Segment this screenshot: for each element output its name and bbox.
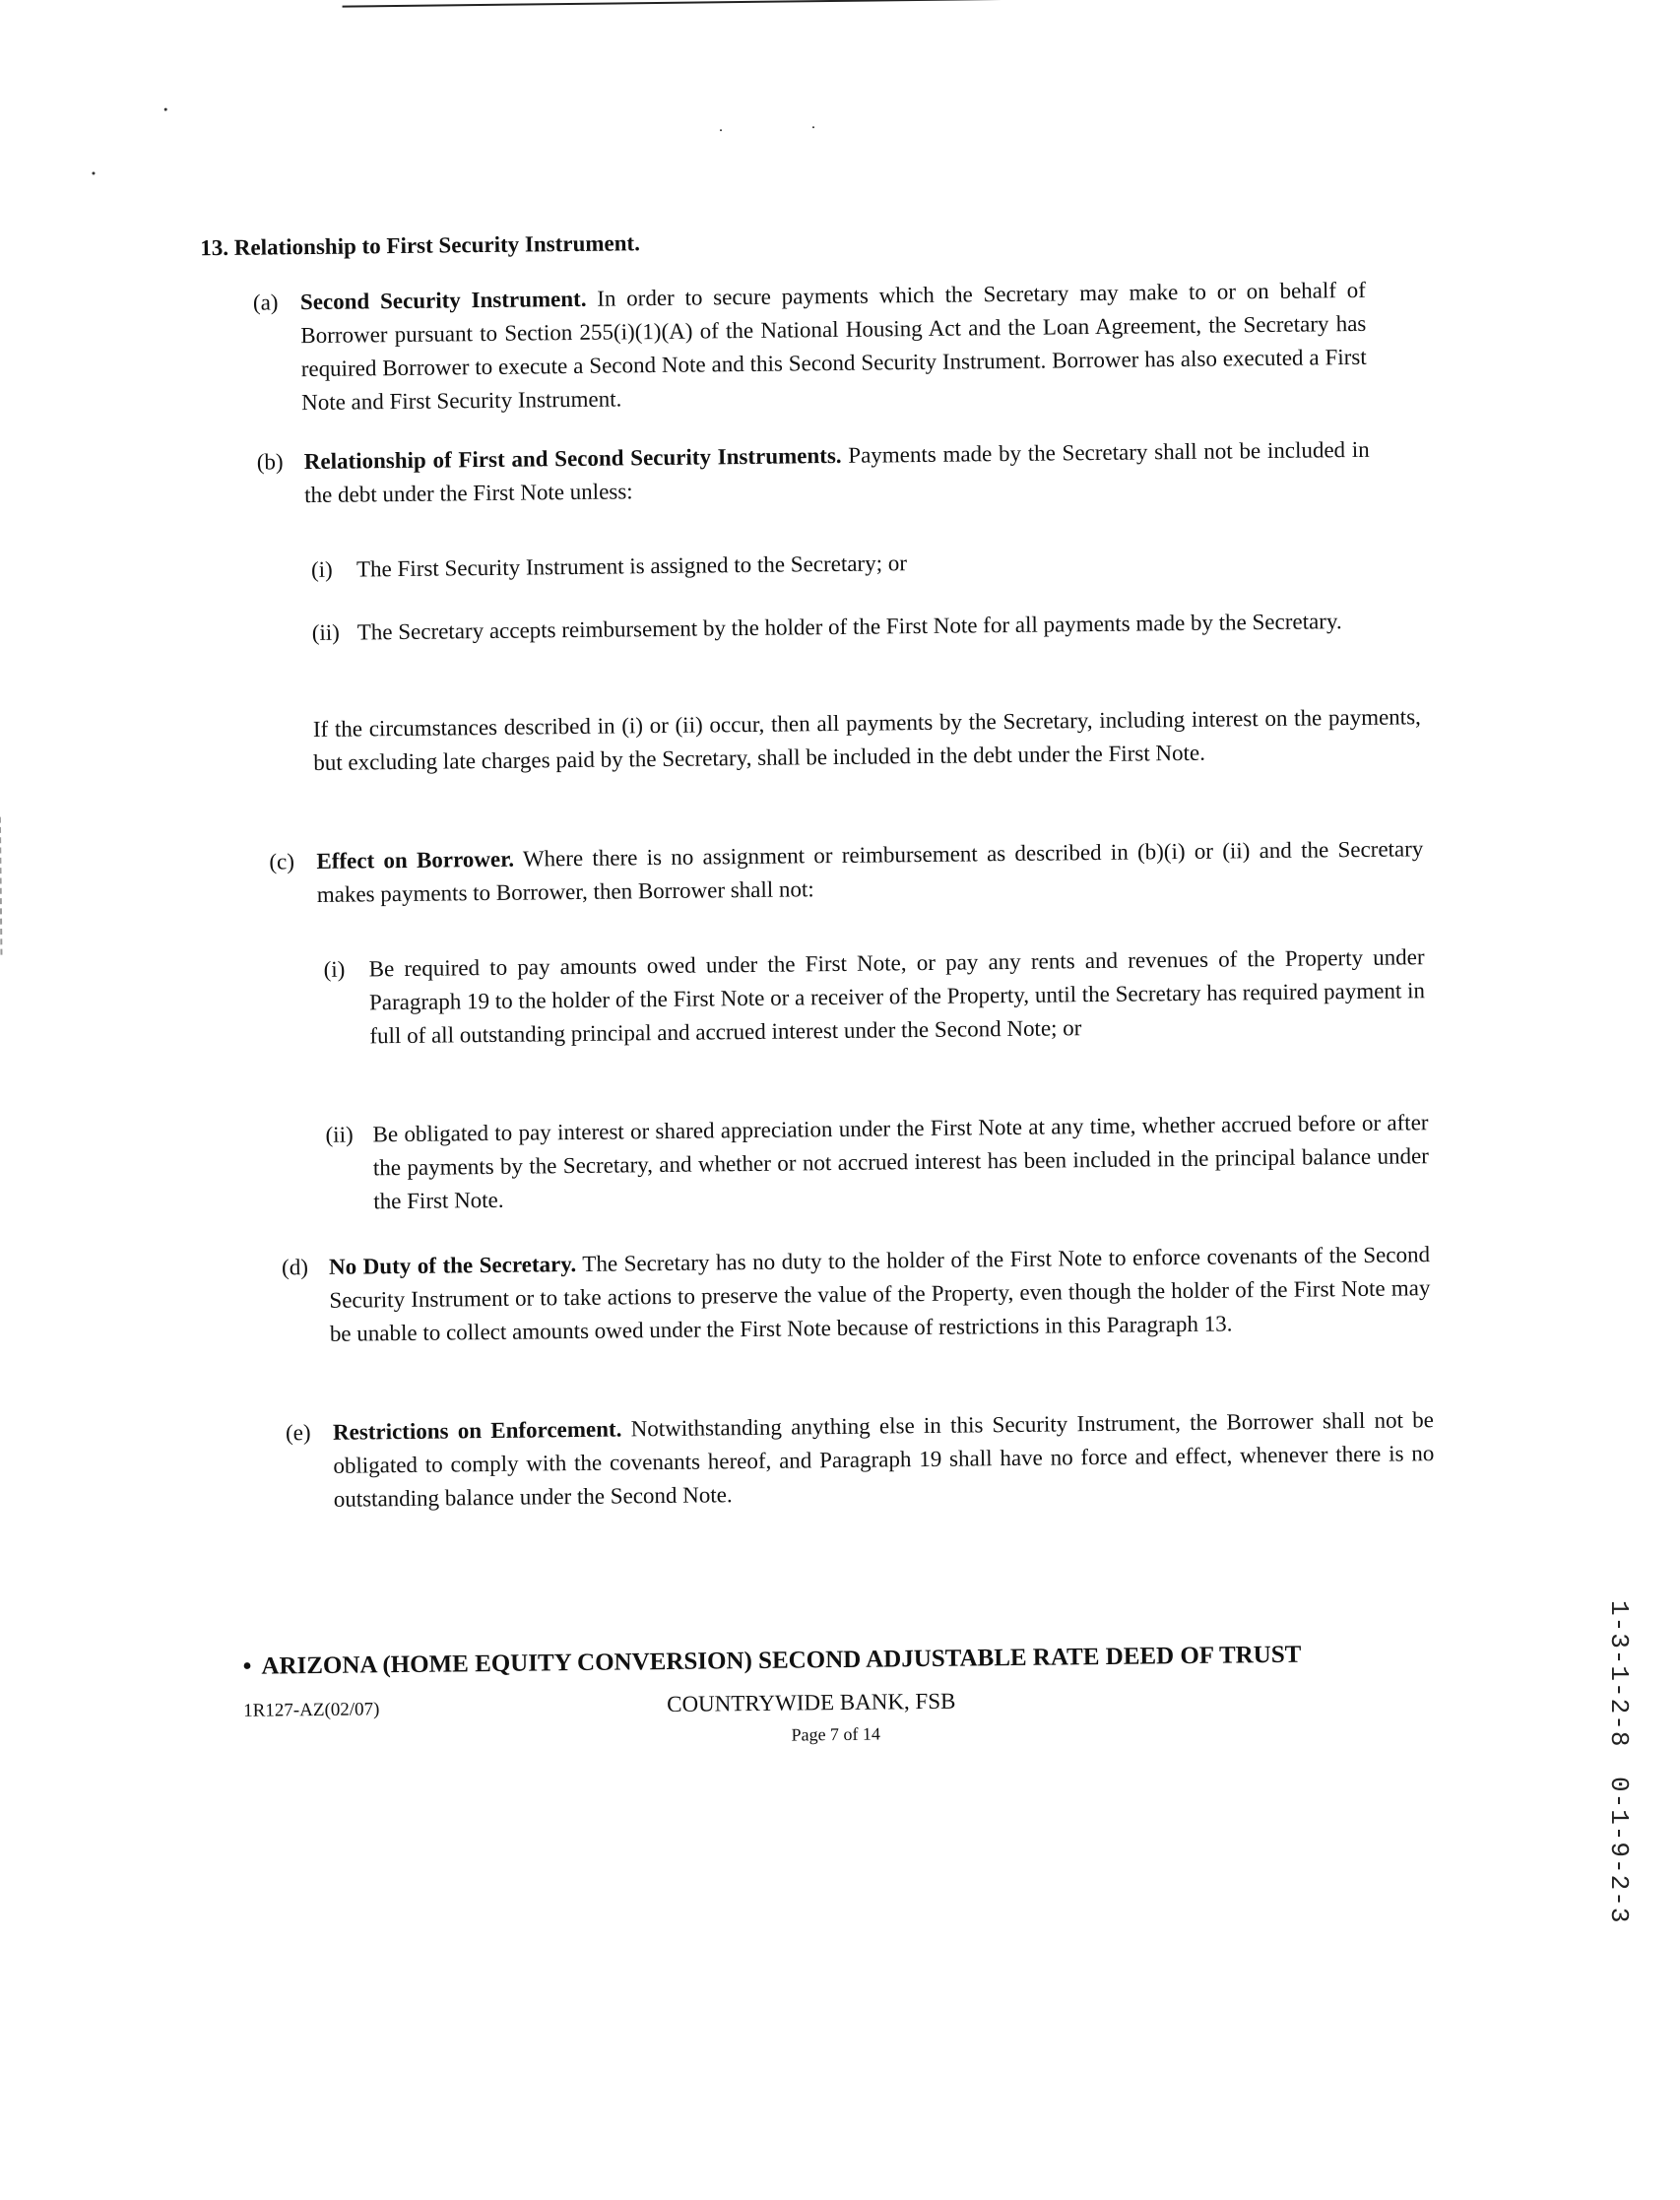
clause-b-sub-i-label: (i) [310,556,333,583]
clause-c-sub-i-label: (i) [323,956,346,982]
clause-d-heading: No Duty of the Secretary. [328,1252,577,1279]
clause-b-sub-ii [312,605,1381,650]
clause-d-body [329,1238,1431,1351]
clause-e-text: Notwithstanding anything else in this Security Instrument, the Borrower shall not be obligated to comply with the covenants hereof, and Paragraph 19 shall have no force and effect, whenever there is no outstanding balance under the Second Note. [333,1407,1435,1512]
side-stamp-line: 0-1-9-2-3 [1604,1777,1634,1924]
scan-edge-mark [0,817,2,955]
clause-b-text: Payments made by the Secretary shall not be included in the debt under the First Note unless: [304,436,1370,508]
clause-b-sub-ii-text: The Secretary accepts reimbursement by the holder of the First Note for all payments made by the Secretary. [356,609,1342,645]
section-number: 13. [200,234,229,261]
scan-speck [92,171,95,174]
footer-form-code: 1R127-AZ(02/07) [243,1699,380,1721]
scan-speck [720,129,722,131]
clause-e-heading: Restrictions on Enforcement. [332,1416,622,1445]
clause-c [269,832,1424,912]
section-heading [200,230,640,261]
clause-b-body [304,433,1371,512]
clause-a-heading: Second Security Instrument. [299,286,587,315]
footer-bank-name: COUNTRYWIDE BANK, FSB [666,1688,956,1717]
top-rule [343,0,1327,8]
clause-b-label: (b) [256,449,284,475]
clause-c-sub-i-text: Be required to pay amounts owed under the First Note, or pay any rents and revenues of the Property under Paragraph 19 to the holder of the First Note or a receiver of the Property, until the Secretary has required payment in full of all outstanding principal and accrued interest under the Second Note; or [368,944,1426,1049]
clause-d-label: (d) [281,1255,309,1280]
clause-b-closing: If the circumstances described in (i) or (ii) occur, then all payments by the Secretary, including interest on the payments, but excluding late charges paid by the Secretary, shall be included in the debt under the First Note. [312,704,1421,776]
clause-c-sub-ii [325,1106,1429,1219]
clause-b-heading: Relationship of First and Second Security Instruments. [303,442,842,475]
clause-b-sub-i-text: The First Security Instrument is assigned to the Secretary; or [355,550,908,582]
footer-document-title [243,1642,1302,1681]
clause-a-label: (a) [252,290,279,315]
clause-a-body [300,274,1367,420]
clause-c-text: Where there is no assignment or reimbursement as described in (b)(i) or (ii) and the Secretary makes payments to Borrower, then Borrower shall not: [316,836,1424,907]
clause-b [257,433,1371,513]
footer-bullet: • [242,1652,252,1680]
scan-speck [812,126,814,128]
clause-b-sub-i [311,542,1375,587]
clause-c-sub-ii-label: (ii) [325,1122,354,1147]
scan-speck [164,108,167,111]
side-loan-stamp [1595,1600,1643,1924]
clause-e-body [333,1403,1435,1517]
clause-b-sub-ii-label: (ii) [311,619,341,646]
clause-a-text: In order to secure payments which the Secretary may make to or on behalf of Borrower pursuant to Section 255(i)(1)(A) of the National Housing Act and the Loan Agreement, the Secretary has required Borrower to execute a Second Note and this Second Security Instrument. Borrower has also executed a First Note and First Security Instrument. [300,277,1367,416]
clause-c-sub-ii-text: Be obligated to pay interest or shared appreciation under the First Note at any time, whether accrued before or after the payments by the Secretary, and whether or not accrued interest has been included in the principal balance under the First Note. [372,1110,1430,1214]
section-title: Relationship to First Security Instrument. [233,230,641,260]
side-stamp-line: 1-3-1-2-8 [1604,1600,1634,1748]
clause-a [253,274,1367,421]
footer-page-number: Page 7 of 14 [791,1723,881,1745]
clause-d [282,1238,1431,1351]
footer-title-text: ARIZONA (HOME EQUITY CONVERSION) SECOND ADJUSTABLE RATE DEED OF TRUST [261,1641,1302,1680]
clause-c-heading: Effect on Borrower. [316,846,515,874]
clause-e-label: (e) [285,1420,311,1446]
clause-c-sub-i [323,940,1425,1054]
clause-e [286,1403,1435,1517]
clause-c-label: (c) [269,849,295,874]
clause-c-body [316,832,1424,912]
clause-d-text: The Secretary has no duty to the holder of the First Note to enforce covenants of the Second Security Instrument or to take actions to preserve the value of the Property, even though the holder of the First Note may be unable to collect amounts owed under the First Note because of restrictions in this Paragraph 13. [329,1242,1431,1346]
